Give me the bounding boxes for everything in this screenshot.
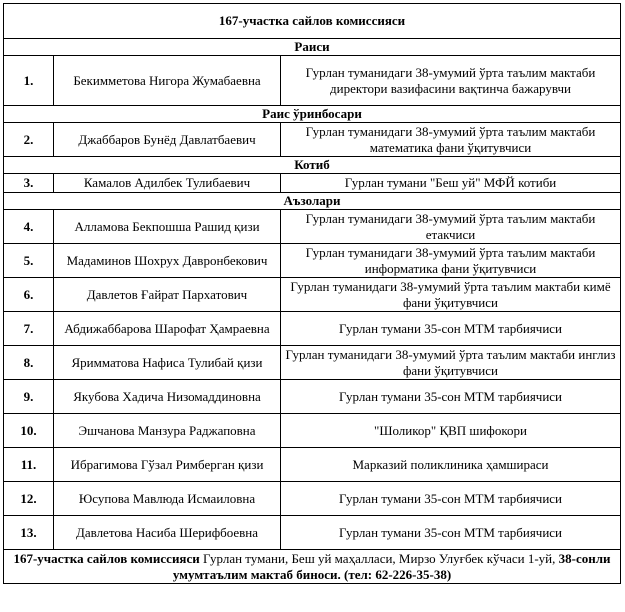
member-role: Гурлан туманидаги 38-умумий ўрта таълим мактаби кимё фани ўқитувчиси [281, 278, 621, 312]
member-name: Якубова Хадича Низомаддиновна [54, 380, 281, 414]
footer-title: 167-участка сайлов комиссияси [13, 550, 200, 566]
member-number: 1. [4, 56, 54, 106]
table-row [4, 123, 621, 157]
member-role: Гурлан туманидаги 38-умумий ўрта таълим мактаби инглиз фани ўқитувчиси [281, 346, 621, 380]
member-name: Мадаминов Шохрух Давронбекович [54, 244, 281, 278]
table-row [4, 482, 621, 516]
member-number: 5. [4, 244, 54, 278]
member-name: Джаббаров Бунёд Давлатбаевич [54, 123, 281, 157]
member-role: Гурлан туманидаги 38-умумий ўрта таълим мактаби информатика фани ўқитувчиси [281, 244, 621, 278]
member-number: 8. [4, 346, 54, 380]
member-name: Яримматова Нафиса Тулибай қизи [54, 346, 281, 380]
member-role: Гурлан туманидаги 38-умумий ўрта таълим мактаби математика фани ўқитувчиси [281, 123, 621, 157]
member-name: Давлетов Ғайрат Пархатович [54, 278, 281, 312]
table-title: 167-участка сайлов комиссияси [4, 4, 621, 39]
section-row [4, 106, 621, 123]
member-role: Гурлан тумани 35-сон МТМ тарбиячиси [281, 312, 621, 346]
member-number: 9. [4, 380, 54, 414]
table-row [4, 174, 621, 193]
member-role: Гурлан туманидаги 38-умумий ўрта таълим мактаби етакчиси [281, 210, 621, 244]
title-row [4, 4, 621, 39]
member-number: 2. [4, 123, 54, 157]
table-row [4, 244, 621, 278]
table-row [4, 448, 621, 482]
member-name: Давлетова Насиба Шерифбоевна [54, 516, 281, 550]
member-role: Гурлан тумани 35-сон МТМ тарбиячиси [281, 516, 621, 550]
commission-table [3, 3, 621, 584]
member-role: Гурлан тумани 35-сон МТМ тарбиячиси [281, 380, 621, 414]
table-row [4, 56, 621, 106]
member-number: 10. [4, 414, 54, 448]
footer-building: 38-сонли умумтаълим мактаб биноси. (тел: 62-226-35-38) [172, 550, 611, 582]
member-number: 3. [4, 174, 54, 193]
member-number: 11. [4, 448, 54, 482]
member-name: Юсупова Мавлюда Исмаиловна [54, 482, 281, 516]
member-name: Камалов Адилбек Тулибаевич [54, 174, 281, 193]
member-number: 6. [4, 278, 54, 312]
member-number: 12. [4, 482, 54, 516]
section-heading-chairman: Раиси [4, 39, 621, 56]
section-heading-deputy: Раис ўринбосари [4, 106, 621, 123]
table-row [4, 414, 621, 448]
footer-address [4, 550, 621, 584]
table-row [4, 312, 621, 346]
table-row [4, 346, 621, 380]
member-name: Алламова Бекпошша Рашид қизи [54, 210, 281, 244]
member-role: Марказий поликлиника ҳамшираси [281, 448, 621, 482]
member-role: Гурлан туманидаги 38-умумий ўрта таълим мактаби директори вазифасини вақтинча бажарувчи [281, 56, 621, 106]
member-name: Ибрагимова Гўзал Римберган қизи [54, 448, 281, 482]
footer-address-text: Гурлан тумани, Беш уй маҳалласи, Мирзо Улуғбек кўчаси 1-уй, [199, 550, 559, 566]
section-heading-members: Аъзолари [4, 193, 621, 210]
section-row [4, 39, 621, 56]
member-name: Бекимметова Нигора Жумабаевна [54, 56, 281, 106]
footer-row [4, 550, 621, 584]
section-row [4, 193, 621, 210]
section-row [4, 157, 621, 174]
table-row [4, 278, 621, 312]
table-row [4, 380, 621, 414]
member-number: 13. [4, 516, 54, 550]
member-role: Гурлан тумани "Беш уй" МФЙ котиби [281, 174, 621, 193]
member-name: Абдижаббарова Шарофат Ҳамраевна [54, 312, 281, 346]
member-role: Гурлан тумани 35-сон МТМ тарбиячиси [281, 482, 621, 516]
member-number: 4. [4, 210, 54, 244]
table-row [4, 516, 621, 550]
table-row [4, 210, 621, 244]
member-name: Эшчанова Манзура Раджаповна [54, 414, 281, 448]
section-heading-secretary: Котиб [4, 157, 621, 174]
member-number: 7. [4, 312, 54, 346]
member-role: "Шоликор" ҚВП шифокори [281, 414, 621, 448]
